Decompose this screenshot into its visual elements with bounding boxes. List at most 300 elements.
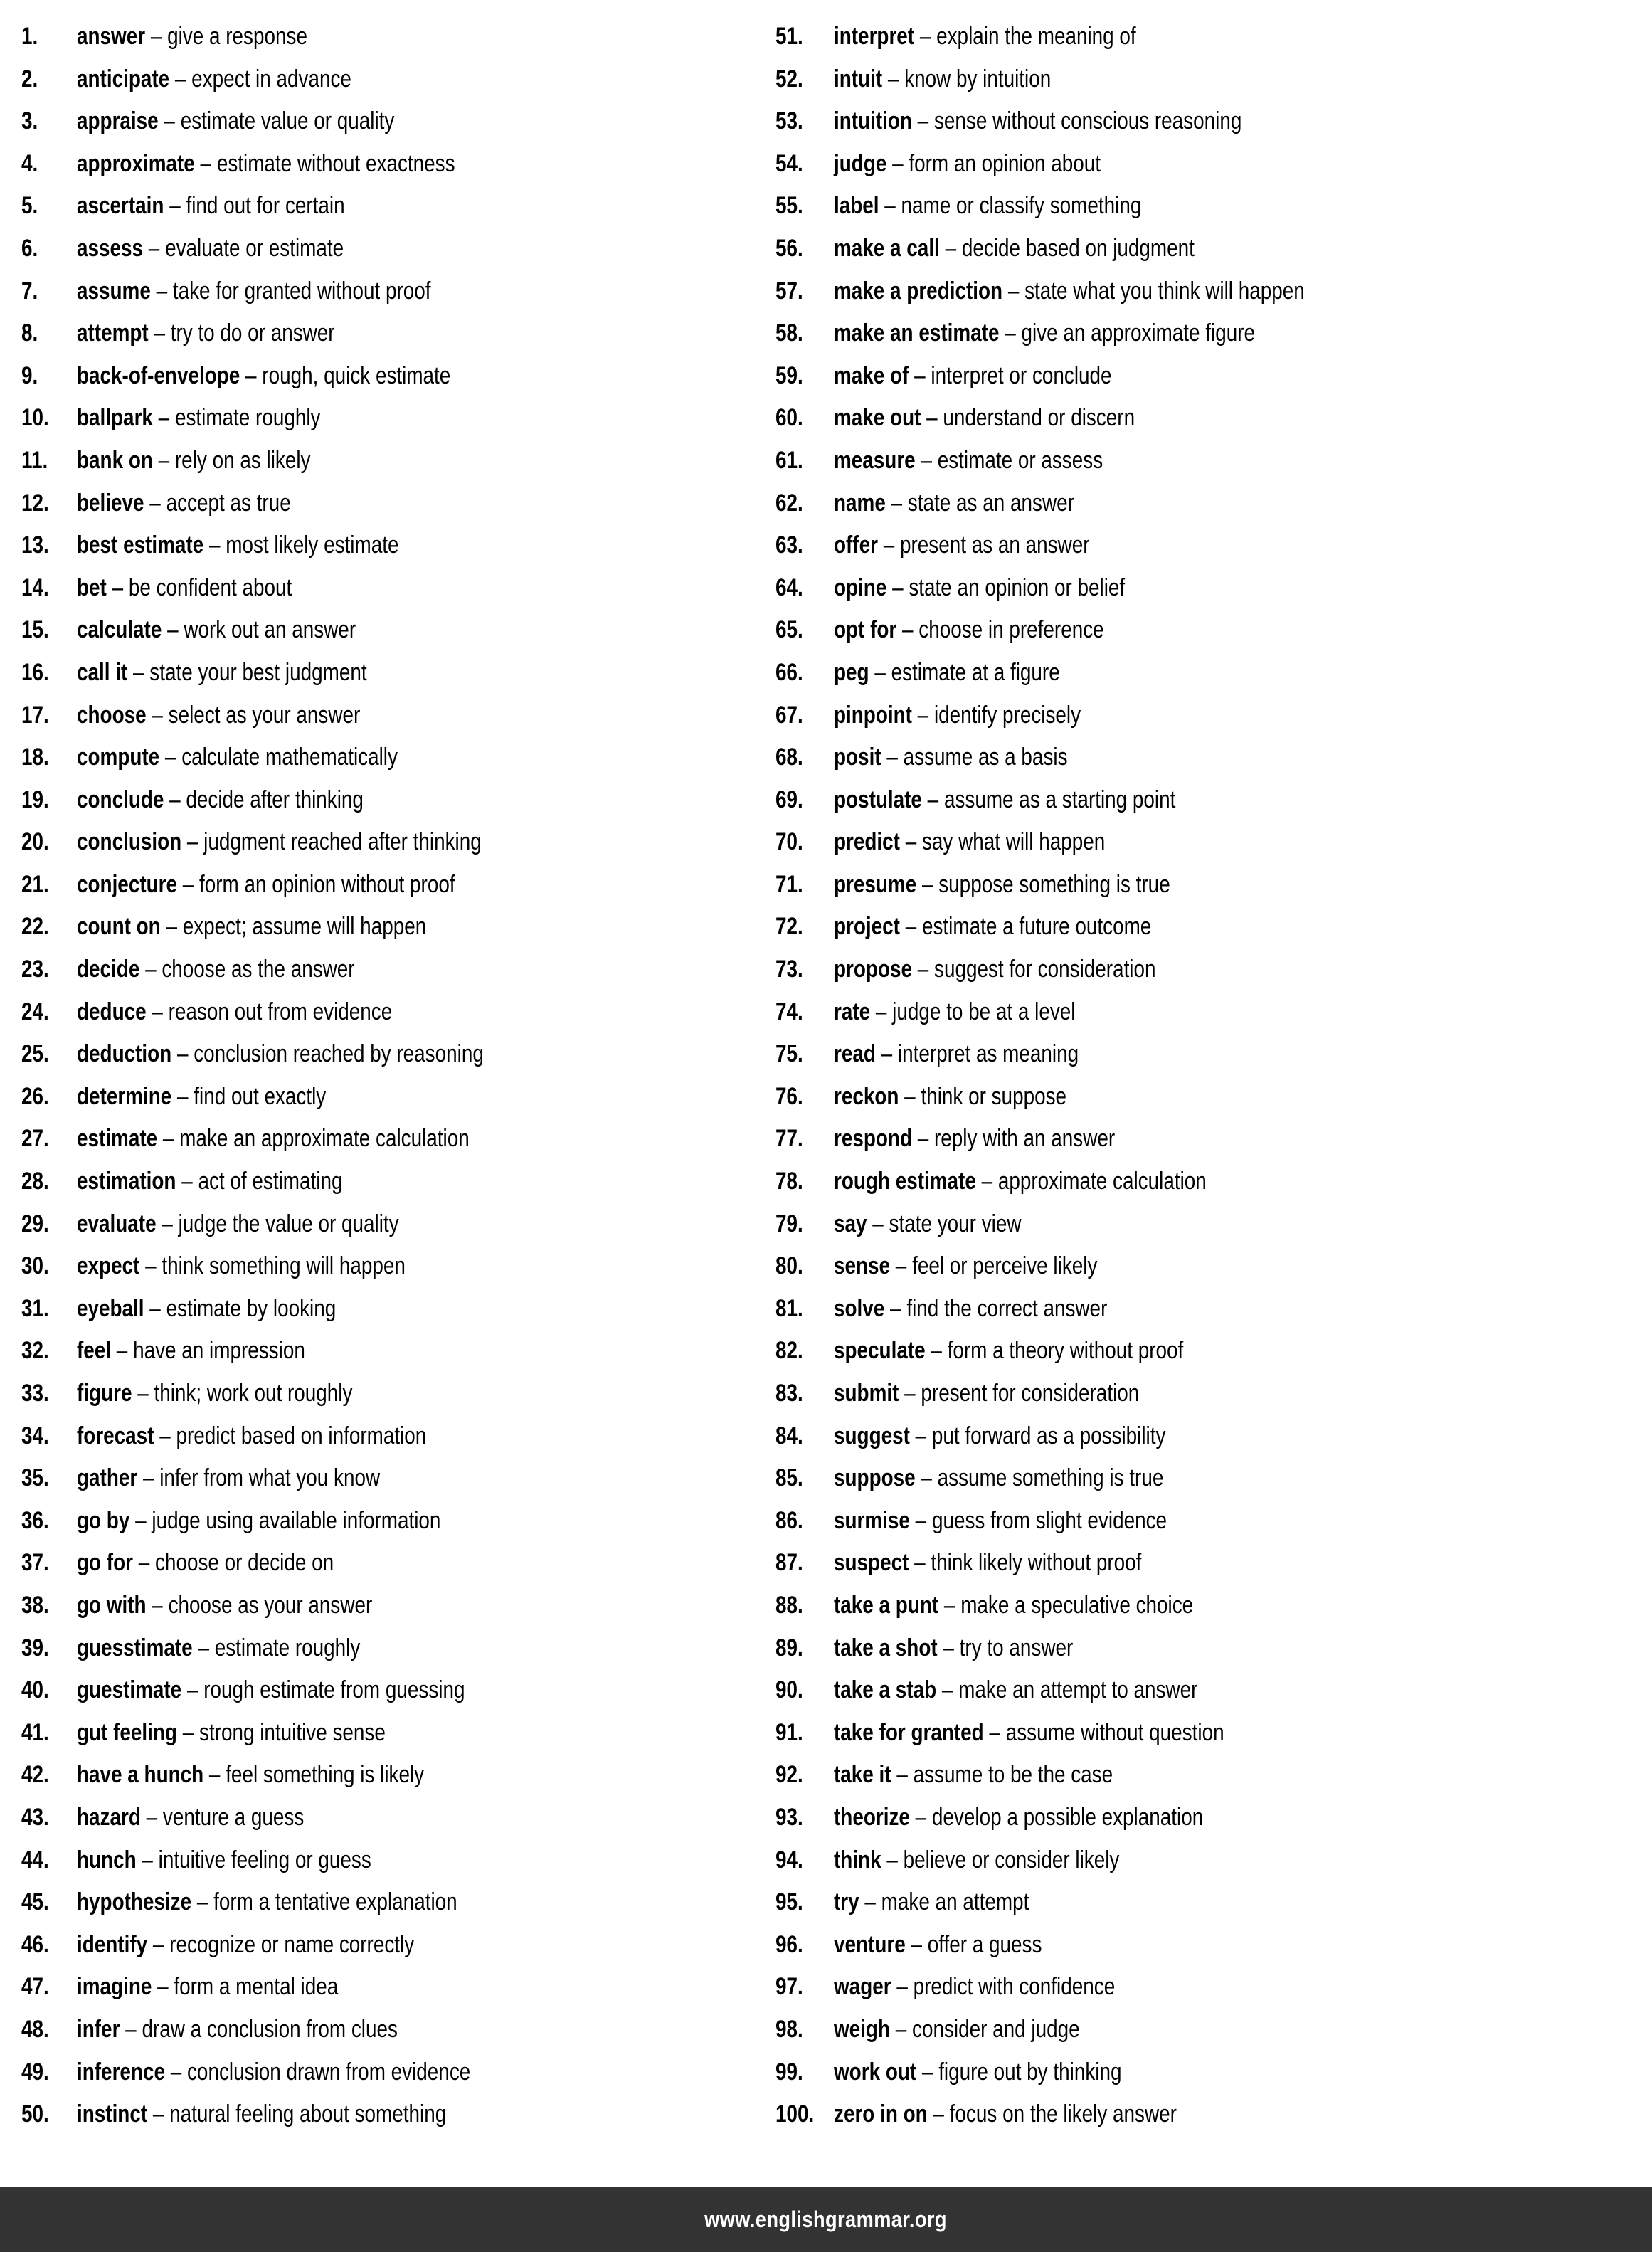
item-body [77, 1288, 336, 1331]
item-term: determine [77, 1082, 172, 1110]
list-item [21, 143, 775, 186]
item-body [834, 1924, 1042, 1967]
item-term: have a hunch [77, 1761, 204, 1789]
item-number: 61. [775, 446, 803, 474]
item-separator: – [881, 1040, 893, 1068]
item-separator: – [981, 1168, 993, 1195]
item-definition: state what you think will happen [1024, 277, 1305, 305]
list-item [775, 1415, 1652, 1458]
item-separator: – [148, 234, 160, 262]
item-separator: – [917, 1125, 929, 1153]
list-item [775, 1330, 1652, 1373]
item-definition: natural feeling about something [169, 2100, 447, 2128]
website-url: www.englishgrammar.org [704, 2206, 948, 2232]
item-body [834, 228, 1195, 270]
item-term: suspect [834, 1549, 909, 1577]
item-definition: assume to be the case [913, 1761, 1113, 1789]
list-item [21, 270, 775, 313]
item-separator: – [921, 870, 933, 898]
item-body [834, 906, 1151, 948]
item-term: conclusion [77, 828, 182, 856]
item-body [77, 1839, 371, 1882]
item-body [77, 906, 426, 948]
item-term: identify [77, 1930, 148, 1958]
item-term: surmise [834, 1506, 910, 1534]
list-item [775, 1033, 1652, 1076]
list-item [21, 524, 775, 567]
item-definition: choose in preference [918, 616, 1104, 644]
item-definition: most likely estimate [226, 532, 399, 559]
item-separator: – [150, 23, 162, 50]
item-number: 91. [775, 1718, 803, 1746]
item-separator: – [883, 532, 895, 559]
item-term: pinpoint [834, 701, 912, 729]
list-item [21, 1712, 775, 1755]
item-separator: – [941, 1676, 953, 1704]
item-separator: – [872, 1210, 884, 1237]
item-term: guesstimate [77, 1634, 193, 1661]
item-definition: intuitive feeling or guess [158, 1846, 371, 1873]
item-term: decide [77, 956, 140, 983]
list-item [775, 524, 1652, 567]
item-body [77, 1033, 484, 1076]
item-number: 41. [21, 1718, 49, 1746]
item-term: approximate [77, 149, 195, 177]
item-number: 57. [775, 277, 803, 305]
item-term: infer [77, 2015, 120, 2043]
item-body [77, 1924, 414, 1967]
item-definition: work out an answer [184, 616, 356, 644]
item-definition: act of estimating [198, 1168, 343, 1195]
item-separator: – [166, 913, 177, 941]
item-body [834, 1161, 1207, 1203]
item-separator: – [159, 1422, 171, 1449]
list-item [21, 1585, 775, 1627]
item-separator: – [927, 786, 939, 813]
item-definition: calculate mathematically [181, 744, 398, 771]
list-item [21, 906, 775, 948]
item-body [834, 609, 1104, 652]
item-separator: – [915, 1506, 927, 1534]
item-definition: reply with an answer [934, 1125, 1116, 1153]
item-number: 15. [21, 616, 49, 644]
item-body [834, 1627, 1073, 1670]
list-item [775, 1839, 1652, 1882]
item-number: 54. [775, 149, 803, 177]
item-separator: – [892, 573, 904, 601]
item-body [77, 1245, 406, 1288]
item-term: estimation [77, 1168, 176, 1195]
item-term: instinct [77, 2100, 148, 2128]
item-number: 65. [775, 616, 803, 644]
list-item [21, 736, 775, 779]
item-separator: – [914, 1549, 926, 1577]
item-separator: – [137, 1380, 149, 1407]
item-definition: think something will happen [162, 1252, 406, 1280]
item-body [834, 991, 1075, 1034]
item-definition: judgment reached after thinking [203, 828, 482, 856]
item-separator: – [182, 1718, 194, 1746]
item-term: rough estimate [834, 1168, 976, 1195]
item-body [77, 440, 310, 482]
item-body [77, 694, 360, 737]
item-definition: reason out from evidence [168, 998, 393, 1025]
item-body [834, 652, 1060, 694]
item-number: 72. [775, 913, 803, 941]
item-body [77, 1076, 326, 1119]
item-number: 55. [775, 192, 803, 220]
item-body [77, 58, 351, 101]
item-definition: conclusion drawn from evidence [186, 2058, 471, 2086]
list-item [775, 736, 1652, 779]
list-item [775, 2009, 1652, 2051]
item-definition: judge using available information [152, 1506, 441, 1534]
item-body [834, 821, 1105, 864]
item-number: 31. [21, 1294, 49, 1322]
list-item [21, 1288, 775, 1331]
item-separator: – [874, 658, 886, 686]
item-separator: – [169, 786, 181, 813]
item-term: reckon [834, 1082, 899, 1110]
item-separator: – [152, 2100, 164, 2128]
item-number: 99. [775, 2058, 803, 2086]
item-separator: – [921, 1464, 932, 1492]
item-term: appraise [77, 107, 159, 135]
item-term: hunch [77, 1846, 137, 1873]
item-term: sense [834, 1252, 891, 1280]
item-number: 52. [775, 65, 803, 92]
item-term: compute [77, 744, 160, 771]
item-definition: choose or decide on [154, 1549, 334, 1577]
item-number: 76. [775, 1082, 803, 1110]
list-item [775, 2093, 1652, 2136]
item-definition: develop a possible explanation [931, 1803, 1204, 1831]
item-term: make of [834, 361, 909, 389]
item-term: calculate [77, 616, 162, 644]
list-item [775, 948, 1652, 991]
item-term: attempt [77, 319, 149, 347]
item-separator: – [116, 1337, 128, 1365]
item-body [834, 2009, 1080, 2051]
item-body [77, 1627, 360, 1670]
list-item [21, 1118, 775, 1161]
item-term: interpret [834, 23, 915, 50]
item-term: gut feeling [77, 1718, 177, 1746]
list-item [21, 1245, 775, 1288]
item-term: predict [834, 828, 900, 856]
item-number: 64. [775, 573, 803, 601]
item-term: propose [834, 956, 912, 983]
list-item [775, 1076, 1652, 1119]
item-number: 98. [775, 2015, 803, 2043]
item-definition: strong intuitive sense [198, 1718, 386, 1746]
item-number: 38. [21, 1591, 49, 1619]
item-body [77, 1500, 440, 1543]
item-body [834, 694, 1081, 737]
item-definition: explain the meaning of [936, 23, 1136, 50]
item-definition: estimate value or quality [180, 107, 395, 135]
item-definition: find out for certain [186, 192, 345, 220]
item-term: deduce [77, 998, 147, 1025]
list-item [21, 1161, 775, 1203]
item-body [834, 1288, 1107, 1331]
list-item [21, 2051, 775, 2094]
item-separator: – [921, 446, 932, 474]
item-number: 34. [21, 1422, 49, 1449]
list-item [21, 948, 775, 991]
item-term: forecast [77, 1422, 154, 1449]
list-item [775, 100, 1652, 143]
item-definition: make an attempt [881, 1888, 1029, 1916]
item-number: 75. [775, 1040, 803, 1068]
item-term: zero in on [834, 2100, 928, 2128]
list-item [775, 16, 1652, 58]
item-definition: say what will happen [921, 828, 1106, 856]
item-body [77, 143, 455, 186]
item-separator: – [895, 2015, 907, 2043]
item-definition: judge the value or quality [178, 1210, 399, 1237]
item-definition: infer from what you know [159, 1464, 381, 1492]
item-definition: assume without question [1005, 1718, 1224, 1746]
item-term: theorize [834, 1803, 910, 1831]
item-separator: – [177, 1082, 189, 1110]
item-term: judge [834, 149, 887, 177]
item-body [834, 1585, 1193, 1627]
item-number: 17. [21, 701, 49, 729]
item-term: expect [77, 1252, 140, 1280]
item-number: 1. [21, 23, 38, 50]
item-number: 100. [775, 2100, 815, 2128]
item-definition: identify precisely [933, 701, 1081, 729]
list-item [21, 1203, 775, 1246]
item-term: wager [834, 1973, 891, 2001]
item-definition: find out exactly [194, 1082, 327, 1110]
item-term: suggest [834, 1422, 910, 1449]
item-separator: – [152, 1930, 164, 1958]
item-body [834, 524, 1090, 567]
list-item [775, 185, 1652, 228]
list-item [775, 1754, 1652, 1797]
item-body [77, 991, 392, 1034]
item-term: label [834, 192, 879, 220]
item-number: 85. [775, 1464, 803, 1492]
item-body [77, 1754, 424, 1797]
list-item [21, 100, 775, 143]
item-definition: form an opinion about [909, 149, 1101, 177]
item-definition: predict based on information [176, 1422, 427, 1449]
item-body [77, 948, 355, 991]
item-separator: – [989, 1718, 1000, 1746]
item-term: hypothesize [77, 1888, 192, 1916]
item-term: solve [834, 1294, 885, 1322]
list-item [21, 1627, 775, 1670]
item-body [77, 1542, 334, 1585]
item-body [834, 1373, 1139, 1415]
list-item [21, 1457, 775, 1500]
list-item [775, 1500, 1652, 1543]
item-separator: – [905, 828, 917, 856]
item-number: 46. [21, 1930, 49, 1958]
item-definition: estimate a future outcome [921, 913, 1152, 941]
list-item [21, 609, 775, 652]
item-definition: choose as the answer [162, 956, 355, 983]
item-body [834, 1797, 1203, 1839]
item-term: ballpark [77, 404, 153, 432]
list-item [21, 1924, 775, 1967]
item-definition: conclusion reached by reasoning [194, 1040, 484, 1068]
item-definition: estimate or assess [937, 446, 1103, 474]
item-definition: select as your answer [168, 701, 361, 729]
list-item [21, 355, 775, 398]
item-definition: think likely without proof [931, 1549, 1142, 1577]
list-item [21, 2009, 775, 2051]
item-separator: – [133, 658, 144, 686]
item-term: project [834, 913, 900, 941]
item-separator: – [904, 1082, 916, 1110]
item-body [834, 185, 1141, 228]
list-item [775, 694, 1652, 737]
item-number: 20. [21, 828, 49, 856]
item-number: 10. [21, 404, 49, 432]
item-number: 81. [775, 1294, 803, 1322]
item-definition: believe or consider likely [903, 1846, 1120, 1873]
item-term: submit [834, 1380, 899, 1407]
list-item [21, 16, 775, 58]
item-body [834, 2093, 1177, 2136]
list-item [775, 1542, 1652, 1585]
list-item [775, 609, 1652, 652]
item-body [77, 185, 345, 228]
item-number: 13. [21, 532, 49, 559]
item-number: 58. [775, 319, 803, 347]
item-term: think [834, 1846, 881, 1873]
item-definition: estimate at a figure [891, 658, 1060, 686]
item-definition: rough estimate from guessing [203, 1676, 465, 1704]
item-separator: – [1007, 277, 1020, 305]
item-term: back-of-envelope [77, 361, 240, 389]
item-body [834, 1754, 1113, 1797]
item-definition: form a mental idea [174, 1973, 339, 2001]
item-term: imagine [77, 1973, 152, 2001]
item-body [834, 143, 1101, 186]
item-separator: – [146, 1803, 158, 1831]
item-separator: – [174, 65, 186, 92]
item-body [834, 948, 1156, 991]
item-number: 87. [775, 1549, 803, 1577]
item-definition: think; work out roughly [154, 1380, 353, 1407]
list-item [775, 652, 1652, 694]
item-separator: – [164, 744, 176, 771]
item-body [77, 1585, 372, 1627]
item-separator: – [156, 277, 168, 305]
item-term: weigh [834, 2015, 891, 2043]
item-definition: give an approximate figure [1021, 319, 1256, 347]
item-number: 30. [21, 1252, 49, 1280]
item-body [77, 1457, 380, 1500]
list-item [21, 1500, 775, 1543]
item-separator: – [886, 744, 898, 771]
item-body [834, 1330, 1183, 1373]
item-definition: focus on the likely answer [949, 2100, 1177, 2128]
item-number: 40. [21, 1676, 49, 1704]
item-definition: figure out by thinking [938, 2058, 1122, 2086]
item-term: try [834, 1888, 859, 1916]
item-definition: rough, quick estimate [262, 361, 451, 389]
item-separator: – [200, 149, 212, 177]
item-body [834, 1542, 1141, 1585]
item-term: bank on [77, 446, 153, 474]
item-term: assume [77, 277, 151, 305]
item-separator: – [892, 149, 904, 177]
item-separator: – [891, 489, 903, 517]
item-term: take a stab [834, 1676, 937, 1704]
item-number: 70. [775, 828, 803, 856]
item-number: 84. [775, 1422, 803, 1449]
item-separator: – [149, 489, 161, 517]
item-definition: draw a conclusion from clues [142, 2015, 398, 2043]
item-number: 82. [775, 1337, 803, 1365]
item-definition: guess from slight evidence [931, 1506, 1167, 1534]
item-term: make a prediction [834, 277, 1003, 305]
item-number: 5. [21, 192, 38, 220]
item-separator: – [896, 1761, 908, 1789]
list-item [775, 1457, 1652, 1500]
item-term: take a shot [834, 1634, 938, 1661]
list-item [21, 440, 775, 482]
item-term: name [834, 489, 886, 517]
item-separator: – [198, 1634, 209, 1661]
item-separator: – [1005, 319, 1016, 347]
item-number: 32. [21, 1337, 49, 1365]
item-number: 59. [775, 361, 803, 389]
item-separator: – [142, 1846, 153, 1873]
item-body [834, 864, 1170, 906]
item-term: go by [77, 1506, 130, 1534]
item-separator: – [176, 1040, 189, 1068]
item-number: 92. [775, 1761, 803, 1789]
item-definition: assume something is true [937, 1464, 1164, 1492]
item-separator: – [145, 1252, 157, 1280]
item-separator: – [943, 1634, 954, 1661]
item-number: 69. [775, 786, 803, 813]
item-separator: – [145, 956, 157, 983]
item-body [77, 1373, 352, 1415]
item-body [77, 1161, 342, 1203]
item-body [834, 482, 1074, 525]
item-separator: – [162, 1125, 174, 1153]
item-term: make a call [834, 234, 940, 262]
item-number: 88. [775, 1591, 803, 1619]
list-item [21, 1415, 775, 1458]
item-body [77, 100, 394, 143]
item-term: rate [834, 998, 871, 1025]
item-body [834, 1712, 1224, 1755]
item-number: 48. [21, 2015, 49, 2043]
list-item [775, 355, 1652, 398]
item-definition: judge to be at a level [892, 998, 1076, 1025]
item-separator: – [186, 828, 198, 856]
list-item [21, 58, 775, 101]
item-term: estimate [77, 1125, 158, 1153]
right-column [775, 16, 1652, 2187]
item-term: presume [834, 870, 917, 898]
item-number: 62. [775, 489, 803, 517]
item-definition: decide after thinking [186, 786, 364, 813]
item-body [77, 2009, 398, 2051]
item-separator: – [158, 404, 170, 432]
item-body [77, 779, 364, 822]
item-separator: – [157, 1973, 169, 2001]
